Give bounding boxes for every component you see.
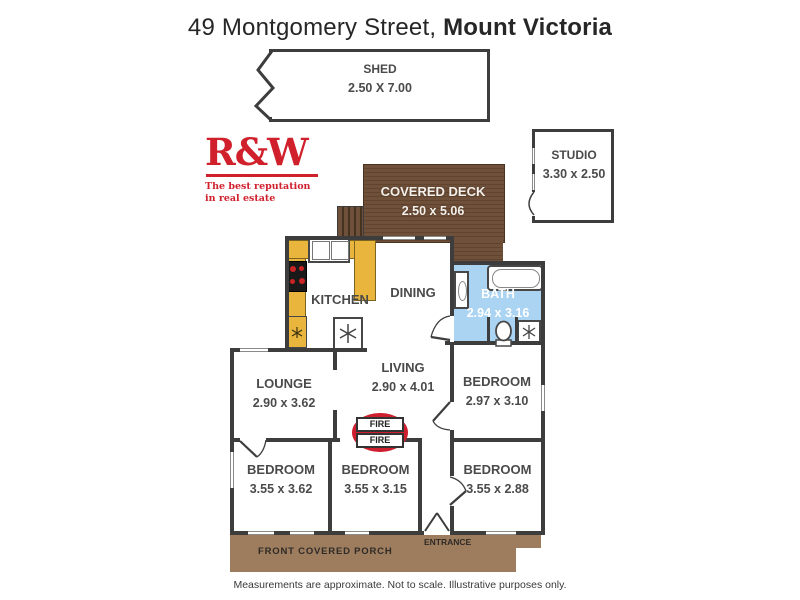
wall [333,348,337,370]
window [290,531,314,535]
logo-tagline-1: The best reputation [205,181,311,192]
bedroom-one-dims: 3.55 x 3.62 [249,482,313,497]
living-dims: 2.90 x 4.01 [371,380,435,395]
shed-name: SHED [363,62,397,76]
living-name: LIVING [381,360,425,375]
deck-label [363,182,503,222]
logo-brand: R&W [205,130,308,174]
bedroom-one-name: BEDROOM [247,462,315,477]
window [383,236,415,240]
studio-name: STUDIO [551,148,597,162]
kitchen-name: KITCHEN [311,292,369,307]
wall [445,341,545,345]
bedroom-two-dims: 3.55 x 3.15 [344,482,407,497]
window [486,531,516,535]
bedroom-three-label [453,460,542,500]
page-title [0,14,800,42]
shed-label [280,60,480,98]
title-suburb: Mount Victoria [443,14,613,41]
deck-stairs [337,206,364,240]
heater-icon [333,317,363,350]
entrance-label: ENTRANCE [424,537,472,547]
window [424,236,446,240]
fireplace-label: FIRE [356,417,404,432]
bedroom-right-name: BEDROOM [463,374,531,389]
deck-dims: 2.50 x 5.06 [401,204,465,219]
studio-label [535,146,613,184]
stove-icon [286,261,307,292]
bedroom-one-door-opening [240,438,266,442]
dining-label [372,283,454,303]
lounge-dims: 2.90 x 3.62 [252,396,316,411]
bedroom-three-dims: 3.55 x 2.88 [466,482,529,497]
fireplace-label: FIRE [356,433,404,448]
entrance-door-opening [424,531,450,535]
agency-logo [205,130,335,206]
bedroom-one-label [233,460,329,500]
porch-label: FRONT COVERED PORCH [258,546,393,557]
logo-tagline-2: in real estate [205,193,276,205]
bedroom-two-name: BEDROOM [341,462,410,477]
entrance-door-swing [425,513,449,531]
covered-deck-extension [453,240,503,263]
disclaimer-text: Measurements are approximate. Not to scale. Illustrative purposes only. [233,579,567,591]
title-address: 49 Montgomery Street, [187,14,444,41]
bedroom-two-label [332,460,419,500]
window [345,531,369,535]
shed-dims: 2.50 X 7.00 [348,80,412,95]
kitchen-sink [308,237,350,263]
bedroom-one-door-swing [240,440,266,457]
deck-name: COVERED DECK [380,184,486,199]
studio-door-opening [532,192,535,216]
bedroom-right-dims: 2.97 x 3.10 [465,394,529,409]
window [240,348,268,352]
shed-open-side [265,54,275,117]
logo-divider [206,174,318,177]
wall [285,236,289,352]
bath-door-swing [431,316,450,340]
front-porch-step [516,535,541,548]
bedroom-right-label [452,372,542,412]
living-label [355,358,451,398]
lounge-label [234,374,334,414]
bedroom-right-door-swing [433,402,450,430]
wall [453,261,545,265]
studio-dims: 3.30 x 2.50 [542,166,606,181]
kitchen-appliance [287,316,307,348]
window [248,531,274,535]
dining-name: DINING [390,285,436,300]
lounge-name: LOUNGE [256,376,312,391]
hall-opening [422,438,450,442]
bath-name: BATH [481,287,515,301]
bath-label [453,285,543,324]
bedroom-three-name: BEDROOM [463,462,532,477]
bath-dims: 2.94 x 3.16 [466,306,530,321]
